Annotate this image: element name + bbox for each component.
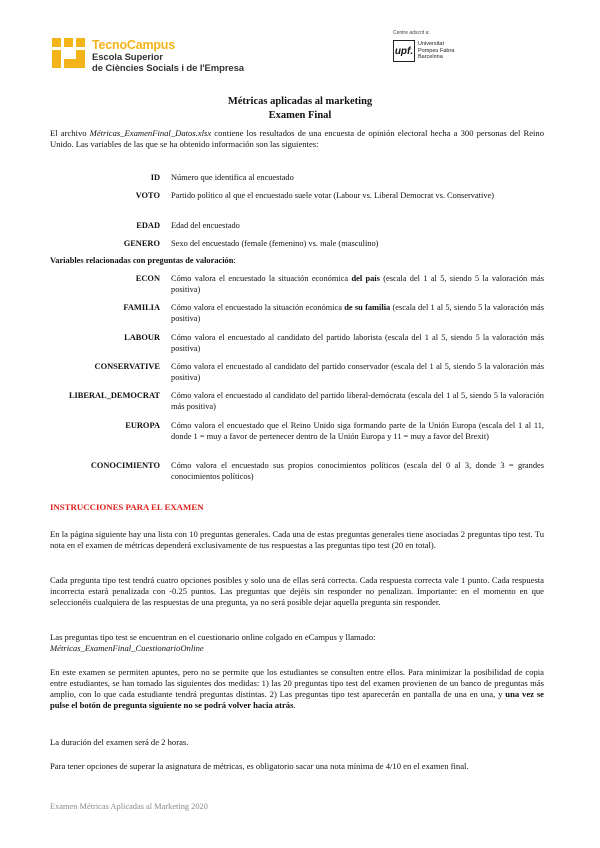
tecnocampus-line2: de Ciències Socials i de l'Empresa — [92, 63, 244, 74]
instructions-paragraph-3 — [50, 632, 544, 654]
instructions-p4-post: . — [293, 700, 296, 710]
instructions-paragraph-5: La duración del examen será de 2 horas. — [50, 737, 189, 747]
variable-desc: Cómo valora el encuestado la situación económica del país (escala del 1 al 5, siendo 5 la valoración más positiva) — [171, 274, 544, 294]
variable-name: GENERO — [123, 239, 160, 248]
document-title: Métricas aplicadas al marketing — [227, 96, 373, 107]
instructions-paragraph-1: En la página siguiente hay una lista con 10 preguntas generales. Cada una de estas preguntas generales tiene asociadas 2 preguntas tipo test. Tu nota en el examen de métricas dependerá exclusivamente de tus respuestas a las preguntas tipo test (20 en total). — [50, 529, 544, 550]
variable-name: ID — [150, 173, 160, 182]
variable-desc: Cómo valora el encuestado que el Reino Unido siga formando parte de la Unión Europa (escala del 1 al 11, donde 1 = muy a favor de pertenecer dentro de la Unión Europa y 11 = muy a favor del Brexit) — [171, 421, 544, 441]
intro-pre: El archivo — [50, 128, 90, 138]
variable-desc: Edad del encuestado — [171, 221, 240, 230]
upf-adscrito-label: Centre adscrit a: — [393, 30, 430, 36]
upf-name-2: Pompeu Fabra — [418, 47, 455, 54]
variable-desc: Cómo valora el encuestado la situación económica de su familia (escala del 1 al 5, siendo 5 la valoración más positiva) — [171, 303, 545, 323]
variable-desc: Cómo valora el encuestado al candidato del partido liberal-demócrata (escala del 1 al 5, siendo 5 la valoración más positiva) — [171, 391, 544, 411]
variable-name: EUROPA — [125, 421, 160, 430]
instructions-p4-bold: una vez se pulse el botón de pregunta siguiente no se podrá volver hacia atrás — [50, 689, 544, 710]
upf-logo — [393, 30, 454, 62]
valuation-heading: Variables relacionadas con preguntas de valoración: — [50, 256, 236, 265]
variable-desc: Sexo del encuestado (female (femenino) vs. male (masculino) — [171, 239, 379, 248]
variable-name: EDAD — [136, 221, 160, 230]
variable-desc: Cómo valora el encuestado al candidato del partido laborista (escala del 1 al 5, siendo 5 la valoración más positiva) — [171, 333, 544, 353]
upf-name-3: Barcelona — [418, 54, 443, 61]
variable-name: CONSERVATIVE — [94, 362, 160, 371]
intro-post: contiene los resultados de una encuesta de opinión electoral hecha a 300 personas del Reino Unido. Las variables de las que se ha obtenido información son las siguientes: — [50, 128, 544, 149]
tecnocampus-line1: Escola Superior — [92, 52, 163, 63]
upf-mark-icon: upf. — [393, 40, 415, 62]
valuation-heading-text: Variables relacionadas con preguntas de valoración — [50, 256, 234, 265]
intro-file-name: Métricas_ExamenFinal_Datos.xlsx — [89, 128, 212, 138]
variable-desc: Partido político al que el encuestado suele votar (Labour vs. Liberal Democrat vs. Conservative) — [171, 191, 495, 200]
variable-name: FAMILIA — [123, 303, 160, 312]
instructions-paragraph-3-text: Las preguntas tipo test se encuentran en el cuestionario online colgado en eCampus y llamado: — [50, 632, 376, 642]
variable-desc: Número que identifica al encuestado — [171, 173, 294, 182]
variable-name: VOTO — [135, 191, 160, 200]
instructions-paragraph-2: Cada pregunta tipo test tendrá cuatro opciones posibles y solo una de ellas será correcta. Cada respuesta correcta vale 1 punto. Cada respuesta incorrecta estará penalizada con -0.25 puntos. Las preguntas que dejéis sin responder no penalizan. Importante: en el momento en que seleccionéis cualquiera de las respuestas de una pregunta, ya no será posible dejar aquella pregunta sin responder. — [50, 575, 544, 607]
variable-name: CONOCIMIENTO — [90, 461, 160, 470]
variable-name: LABOUR — [124, 333, 160, 342]
variable-desc: Cómo valora el encuestado al candidato del partido conservador (escala del 1 al 5, siendo 5 la valoración más positiva) — [171, 362, 544, 382]
variable-name: ECON — [135, 274, 160, 283]
variable-name: LIBERAL_DEMOCRAT — [68, 391, 160, 400]
instructions-paragraph-4 — [50, 667, 544, 711]
instructions-p4-pre: En este examen se permiten apuntes, pero no se permite que los estudiantes se consulten entre ellos. Para minimizar la posibilidad de copia entre estudiantes, se han tomado las siguientes dos medidas: 1) las 20 preguntas tipo test del examen provienen de un banco de preguntas más amplio, con lo que cada estudiante tendrá preguntas distintas. 2) Las preguntas tipo test aparecerán en pantalla de una en una, y — [50, 667, 544, 699]
page-footer: Examen Métricas Aplicadas al Marketing 2020 — [50, 802, 208, 811]
variable-desc: Cómo valora el encuestado sus propios conocimientos políticos (escala del 0 al 3, donde 3 = grandes conocimientos políticos) — [171, 461, 544, 481]
document-subtitle: Examen Final — [268, 110, 332, 121]
instructions-heading: INSTRUCCIONES PARA EL EXAMEN — [50, 502, 204, 512]
instructions-paragraph-6: Para tener opciones de superar la asignatura de métricas, es obligatorio sacar una nota mínima de 4/10 en el examen final. — [50, 761, 469, 771]
tecnocampus-mark-icon — [52, 38, 86, 68]
intro-paragraph — [50, 128, 544, 150]
upf-name-1: Universitat — [418, 41, 444, 48]
questionnaire-name: Métricas_ExamenFinal_CuestionarioOnline — [50, 643, 204, 653]
tecnocampus-logo — [52, 38, 244, 74]
tecnocampus-name: TecnoCampus — [92, 38, 175, 52]
